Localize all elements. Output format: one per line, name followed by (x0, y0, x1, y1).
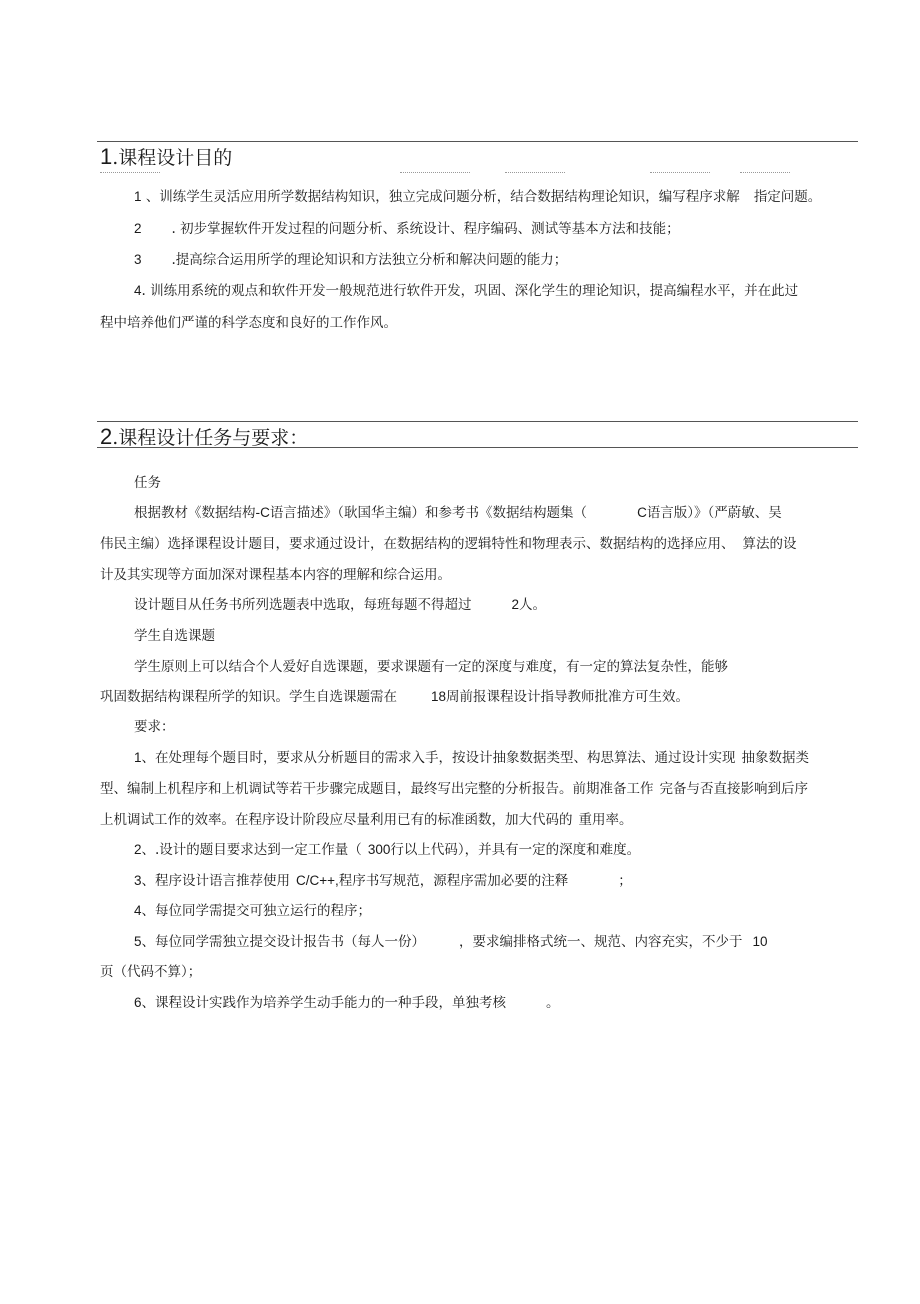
task-paragraph-line-3: 计及其实现等方面加深对课程基本内容的理解和综合运用。 (100, 567, 451, 583)
requirement-1-line-2: 型、编制上机程序和上机调试等若干步骤完成题目，最终写出完整的分析报告。前期准备工作 完备与否直接影响到后序 (100, 781, 808, 797)
self-topic-label: 学生自选课题 (134, 628, 215, 644)
requirement-4: 4、每位同学需提交可独立运行的程序； (134, 903, 372, 919)
purpose-item-1: 1 、训练学生灵活应用所学数据结构知识，独立完成问题分析，结合数据结构理论知识，编写程序求解 指定问题。 (134, 189, 822, 205)
task-paragraph-line-1: 根据教材《数据结构-C语言描述》（耿国华主编）和参考书《数据结构题集（ C语言版）》（严蔚敏、吴 (134, 505, 782, 521)
section-2-title: .课程设计任务与要求： (112, 427, 309, 449)
requirement-1-line-1: 1、在处理每个题目时，要求从分析题目的需求入手，按设计抽象数据类型、构思算法、通过设计实现 抽象数据类 (134, 750, 810, 766)
requirements-label: 要求： (134, 719, 175, 735)
section-2-top-rule (97, 421, 858, 422)
self-topic-line-1: 学生原则上可以结合个人爱好自选课题，要求课题有一定的深度与难度，有一定的算法复杂性，能够 (134, 659, 728, 675)
dotted-separator (400, 172, 470, 175)
requirement-3: 3、程序设计语言推荐使用 C/C++,程序书写规范，源程序需加必要的注释 ； (134, 873, 632, 889)
task-limit-paragraph: 设计题目从任务书所列选题表中选取，每班每题不得超过 2人。 (134, 597, 547, 613)
task-label: 任务 (134, 475, 161, 491)
requirement-6: 6、课程设计实践作为培养学生动手能力的一种手段，单独考核 。 (134, 995, 560, 1011)
purpose-item-3: 3 .提高综合运用所学的理论知识和方法独立分析和解决问题的能力； (134, 252, 568, 268)
purpose-item-4-continued: 程中培养他们严谨的科学态度和良好的工作作风。 (100, 315, 397, 331)
section-1-top-rule (97, 141, 858, 142)
dotted-separator (100, 172, 160, 175)
self-topic-line-2: 巩固数据结构课程所学的知识。学生自选课题需在 18周前报课程设计指导教师批准方可生效。 (100, 689, 690, 705)
section-2-bottom-rule (97, 447, 858, 448)
requirement-5-line-2: 页（代码不算）； (100, 964, 202, 980)
section-1-number: 1 (100, 144, 113, 169)
requirement-1-line-3: 上机调试工作的效率。在程序设计阶段应尽量利用已有的标准函数，加大代码的 重用率。 (100, 812, 633, 828)
section-1-heading (100, 145, 232, 170)
purpose-item-4: 4. 训练用系统的观点和软件开发一般规范进行软件开发，巩固、深化学生的理论知识，提高编程水平，并在此过 (134, 283, 799, 299)
dotted-separator (650, 172, 710, 175)
task-paragraph-line-2: 伟民主编）选择课程设计题目，要求通过设计，在数据结构的逻辑特性和物理表示、数据结构的选择应用、 算法的设 (100, 536, 797, 552)
section-2-number: 2 (100, 424, 113, 449)
requirement-2: 2、.设计的题目要求达到一定工作量（ 300行以上代码），并具有一定的深度和难度。 (134, 842, 641, 858)
dotted-separator (505, 172, 565, 175)
section-1-title: .课程设计目的 (112, 147, 233, 169)
requirement-5-line-1: 5、每位同学需独立提交设计报告书（每人一份） ，要求编排格式统一、规范、内容充实，不少于 10 (134, 934, 768, 950)
dotted-separator (740, 172, 790, 175)
purpose-item-2: 2 . 初步掌握软件开发过程的问题分析、系统设计、程序编码、测试等基本方法和技能； (134, 221, 680, 237)
